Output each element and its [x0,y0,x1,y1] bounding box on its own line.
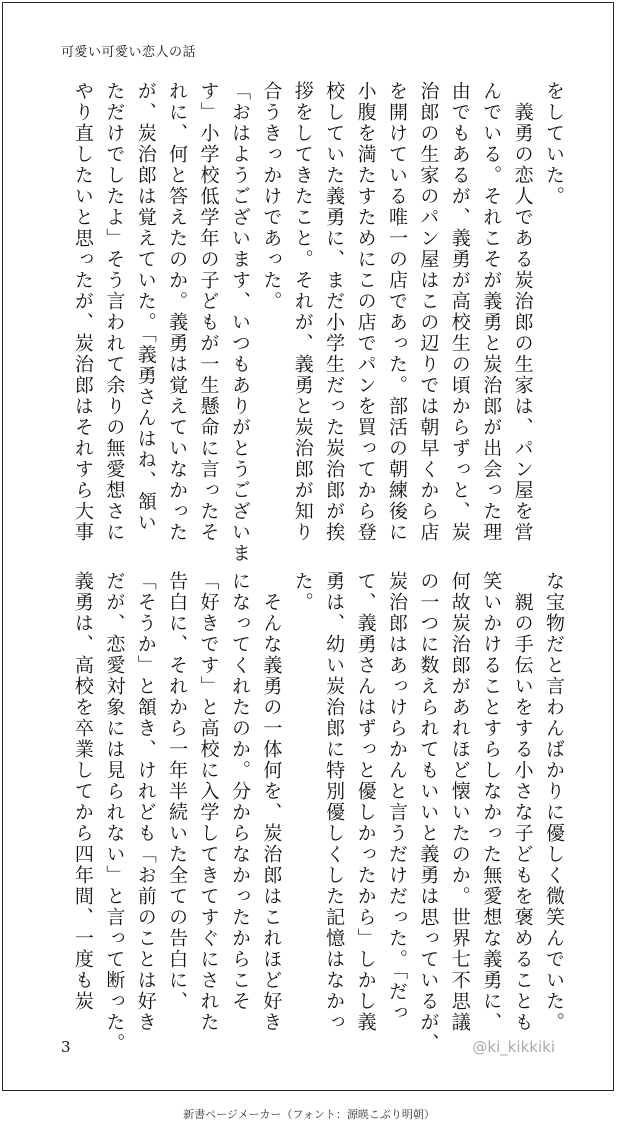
vertical-text-bottom-block: な宝物だと言わんばかりに優しく微笑んでいた。 親の手伝いをする小さな子どもを褒めることも 笑いかけることすらしなかった無愛想な義勇に、 何故炭治郎があれほど懐いたのか。世界七不思議 の一つに数えられてもいいと義勇は思っているが、 炭治郎はあっけらかんと言うだけだった。「だっ て、義勇さんはずっと優しかったから」しかし義 勇は、幼い炭治郎に特別優しくした記憶はなかっ た。 そんな義勇の一体何を、炭治郎はこれほど好き になってくれたのか。分からなかったからこそ 「好きです」と高校に入学してきてすぐにされた 告白に、それから一年半続いた全ての告白に、 「そうか」と頷き、けれども「お前のことは好き だが、恋愛対象には見られない」と言って断った。 義勇は、高校を卒業してから四年間、一度も炭 [71,571,565,1054]
author-handle: @ki_kikkiki [472,1038,555,1056]
page-number: 3 [61,1038,71,1056]
vertical-text-top-block: をしていた。 義勇の恋人である炭治郎の生家は、パン屋を営 んでいる。それこそが義勇と炭治郎が出会った理 由でもあるが、義勇が高校生の頃からずっと、炭 治郎の生家のパン屋はこの辺りでは朝早くから店 を開けている唯一の店であった。部活の朝練後に 小腹を満たすためにこの店でパンを買ってから登 校していた義勇に、まだ小学生だった炭治郎が挨 拶をしてきたこと。それが、義勇と炭治郎が知り 合うきっかけであった。 「おはようございます、いつもありがとうございま す」小学校低学年の子どもが一生懸命に言ったそ れに、何と答えたのか。義勇は覚えていなかった が、炭治郎は覚えていた。「義勇さんはね、頷い ただけでしたよ」そう言われて余りの無愛想さに やり直したいと思ったが、炭治郎はそれすら大事 [71,81,565,564]
generator-credit: 新書ページメーカー（フォント：源暎こぶり明朝） [183,1108,435,1121]
running-header-title: 可愛い可愛い恋人の話 [61,45,197,60]
page-frame [2,2,614,1091]
